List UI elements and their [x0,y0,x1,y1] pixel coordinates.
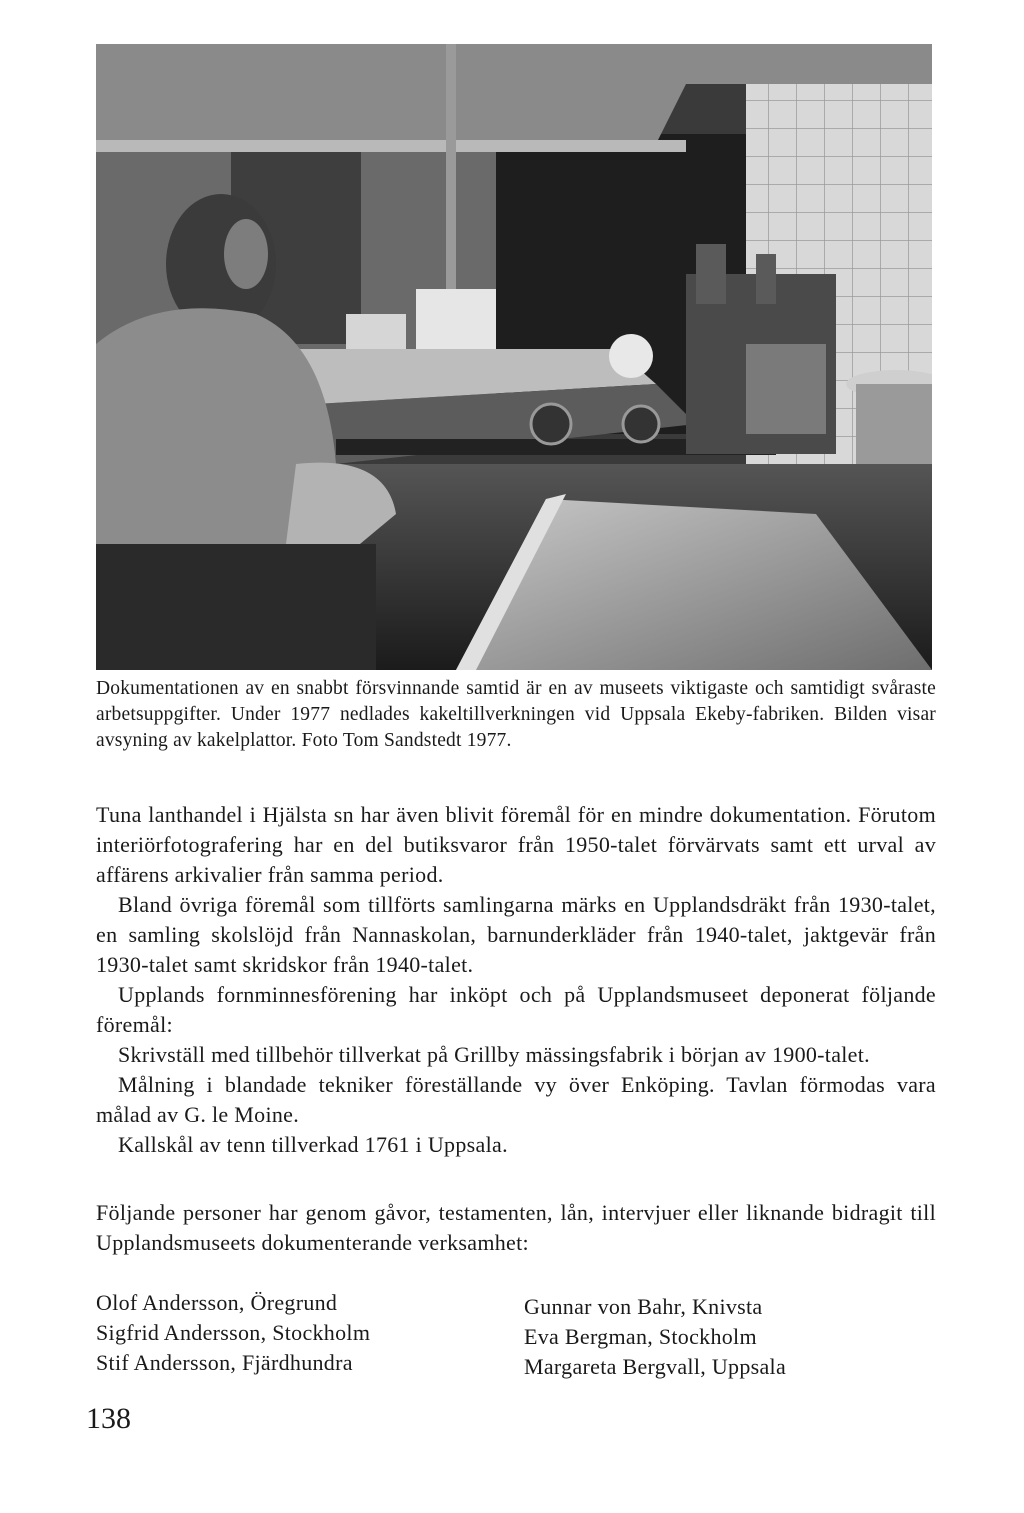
donor-list-left [96,1288,370,1378]
factory-worker-photo-icon [96,44,932,670]
donors-intro [96,1198,936,1258]
item-malning: Målning i blandade tekniker föreställande vy över Enköping. Tavlan förmodas vara målad av G. le Moine. [96,1072,936,1127]
donor-name: Stif Andersson, Fjärdhundra [96,1350,353,1375]
donor-name: Sigfrid Andersson, Stockholm [96,1320,371,1345]
body-text [96,800,936,1160]
paragraph-fornminnes: Upplands fornminnesförening har inköpt och på Upplandsmuseet deponerat följande föremål: [96,982,936,1037]
page-number: 138 [86,1402,131,1435]
factory-photo [96,44,932,670]
donor-list-right [524,1292,786,1382]
donors-intro-text: Följande personer har genom gåvor, testamenten, lån, intervjuer eller liknande bidragit till Upplandsmuseets dokumenterande verksamhet: [96,1200,936,1255]
donor-name: Margareta Bergvall, Uppsala [524,1354,787,1379]
donor-name: Olof Andersson, Öregrund [96,1290,338,1315]
paragraph-ovriga: Bland övriga föremål som tillförts samlingarna märks en Upplandsdräkt från 1930-talet, en samling skolslöjd från Nannaskolan, barnunderkläder från 1940-talet, jaktgevär från 1930-talet samt skridskor från 1940-talet. [96,892,936,977]
donor-name: Gunnar von Bahr, Knivsta [524,1294,763,1319]
item-kallskal: Kallskål av tenn tillverkad 1761 i Uppsala. [118,1132,508,1157]
donor-name: Eva Bergman, Stockholm [524,1324,757,1349]
photo-caption [96,676,936,754]
paragraph-tuna: Tuna lanthandel i Hjälsta sn har även blivit föremål för en mindre dokumentation. Förutom interiörfotografering har en del butiksvaror från 1950-talet förvärvats samt ett urval av affärens arkivalier från samma period. [96,802,936,887]
item-skrivstall: Skrivställ med tillbehör tillverkat på Grillby mässingsfabrik i början av 1900-talet. [118,1042,870,1067]
caption-text: Dokumentationen av en snabbt försvinnande samtid är en av museets viktigaste och samtidigt svåraste arbetsuppgifter. Under 1977 nedlades kakeltillverkningen vid Uppsala Ekeby-fabriken. Bilden visar avsyning av kakelplattor. Foto Tom Sandstedt 1977. [96,678,936,751]
